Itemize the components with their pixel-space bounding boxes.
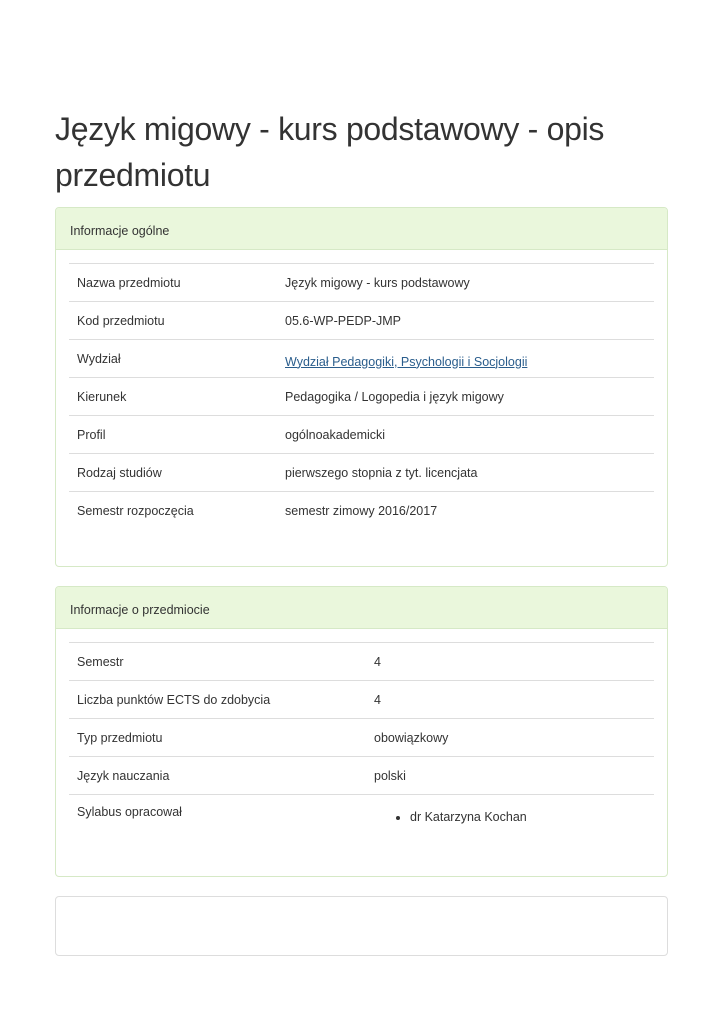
table-row	[69, 795, 654, 843]
row-label: Kod przedmiotu	[69, 302, 277, 340]
table-row	[69, 454, 654, 492]
course-info-panel	[55, 586, 668, 877]
row-label: Typ przedmiotu	[69, 719, 366, 757]
row-value: ogólnoakademicki	[277, 416, 654, 454]
table-row	[69, 416, 654, 454]
table-row	[69, 492, 654, 530]
row-value	[366, 795, 654, 843]
row-label: Profil	[69, 416, 277, 454]
row-value: pierwszego stopnia z tyt. licencjata	[277, 454, 654, 492]
general-info-body	[56, 250, 667, 530]
row-label: Kierunek	[69, 378, 277, 416]
row-value: 4	[366, 681, 654, 719]
table-row	[69, 719, 654, 757]
row-value: obowiązkowy	[366, 719, 654, 757]
row-label: Nazwa przedmiotu	[69, 264, 277, 302]
author-item: • dr Katarzyna Kochan	[410, 809, 646, 825]
next-panel	[55, 896, 668, 956]
authors-list	[374, 809, 646, 825]
row-label: Rodzaj studiów	[69, 454, 277, 492]
table-row	[69, 643, 654, 681]
row-label: Sylabus opracował	[69, 795, 366, 843]
general-info-panel	[55, 207, 668, 567]
general-info-heading: Informacje ogólne	[56, 208, 667, 250]
row-value: 4	[366, 643, 654, 681]
row-value: polski	[366, 757, 654, 795]
row-value: Język migowy - kurs podstawowy	[277, 264, 654, 302]
table-row	[69, 757, 654, 795]
course-info-table	[69, 642, 654, 843]
row-value	[277, 340, 654, 378]
row-value: semestr zimowy 2016/2017	[277, 492, 654, 530]
table-row	[69, 302, 654, 340]
table-row	[69, 340, 654, 378]
row-value: 05.6-WP-PEDP-JMP	[277, 302, 654, 340]
row-label: Liczba punktów ECTS do zdobycia	[69, 681, 366, 719]
table-row	[69, 264, 654, 302]
table-row	[69, 681, 654, 719]
row-label: Semestr rozpoczęcia	[69, 492, 277, 530]
course-info-heading: Informacje o przedmiocie	[56, 587, 667, 629]
row-label: Wydział	[69, 340, 277, 378]
page-title: Język migowy - kurs podstawowy - opis przedmiotu	[55, 111, 605, 193]
row-value: Pedagogika / Logopedia i język migowy	[277, 378, 654, 416]
general-info-table	[69, 263, 654, 530]
table-row	[69, 378, 654, 416]
course-info-body	[56, 629, 667, 843]
row-label: Semestr	[69, 643, 366, 681]
faculty-link[interactable]: Wydział Pedagogiki, Psychologii i Socjologii	[285, 354, 528, 369]
row-label: Język nauczania	[69, 757, 366, 795]
